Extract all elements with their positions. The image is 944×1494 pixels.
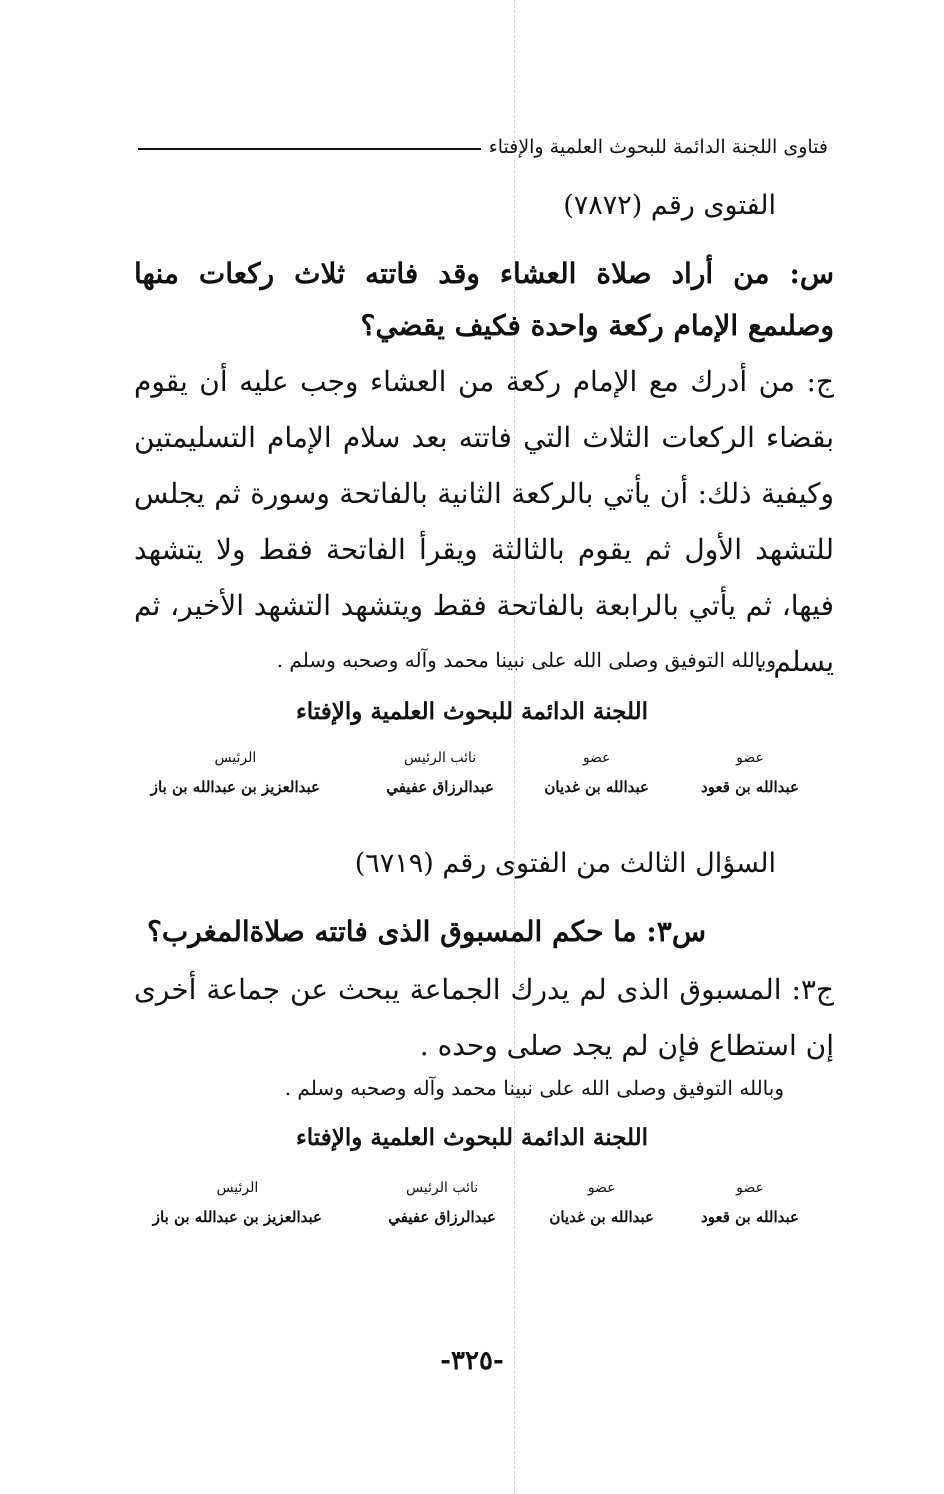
fatwa-1-committee: اللجنة الدائمة للبحوث العلمية والإفتاء: [295, 698, 649, 725]
header-title: فتاوى اللجنة الدائمة للبحوث العلمية والإفتاء: [488, 136, 828, 158]
fatwa-1-closing: وبالله التوفيق وصلى الله على نبينا محمد وآله وصحبه وسلم .: [276, 648, 776, 672]
signatory: [701, 1180, 799, 1226]
fatwa-2-number: السؤال الثالث من الفتوى رقم (٦٧١٩): [354, 848, 776, 879]
signatory: [153, 1180, 322, 1226]
signatory-name: عبدالله بن قعود: [701, 1208, 799, 1226]
signatory: [549, 1180, 654, 1226]
fatwa-2-signatures: [0, 1180, 944, 1240]
fatwa-1-number: الفتوى رقم (٧٨٧٢): [563, 190, 776, 221]
signatory-role: عضو: [582, 750, 611, 766]
page-number: -٣٢٥-: [440, 1346, 504, 1376]
signatory: [388, 1180, 496, 1226]
book-gutter-line: [514, 0, 515, 1494]
signatory-role: عضو: [736, 750, 764, 766]
signatory: [151, 750, 320, 796]
fatwa-2-answer: ج٣: المسبوق الذى لم يدرك الجماعة يبحث عن جماعة أخرى إن استطاع فإن لم يجد صلى وحده .: [134, 973, 834, 1062]
header-rule: [138, 148, 481, 150]
fatwa-1-question: س: من أراد صلاة العشاء وقد فاتته ثلاث ركعات منها وصلىمع الإمام ركعة واحدة فكيف يقضي؟: [134, 257, 834, 342]
fatwa-1-signatures: [0, 750, 944, 810]
fatwa-1-answer: ج: من أدرك مع الإمام ركعة من العشاء وجب عليه أن يقوم بقضاء الركعات الثلاث التي فاتته بعد سلام الإمام التسليمتين وكيفية ذلك: أن يأتي بالركعة الثانية بالفاتحة وسورة ثم يجلس للتشهد الأول ثم يقوم بالثالثة ويقرأ الفاتحة فقط ولا يتشهد فيها، ثم يأتي بالرابعة بالفاتحة فقط ويتشهد التشهد الأخير، ثم يسلم .: [134, 365, 834, 678]
fatwa-2-question: س٣: ما حكم المسبوق الذى فاتته صلاةالمغرب؟: [146, 915, 706, 948]
signatory: [544, 750, 649, 796]
signatory-name: عبدالله بن غديان: [544, 778, 649, 796]
signatory-name: عبدالعزيز بن عبدالله بن باز: [150, 778, 320, 796]
signatory: [701, 750, 799, 796]
fatwa-2-committee: اللجنة الدائمة للبحوث العلمية والإفتاء: [295, 1124, 649, 1151]
signatory-role: نائب الرئيس: [406, 1180, 479, 1196]
signatory-role: الرئيس: [216, 1180, 259, 1196]
signatory-name: عبدالرزاق عفيفي: [388, 1208, 496, 1226]
signatory-role: نائب الرئيس: [404, 750, 477, 766]
fatwa-2-closing: وبالله التوفيق وصلى الله على نبينا محمد وآله وصحبه وسلم .: [284, 1076, 784, 1100]
signatory-role: الرئيس: [214, 750, 257, 766]
signatory-name: عبدالرزاق عفيفي: [386, 778, 494, 796]
signatory-role: عضو: [587, 1180, 616, 1196]
signatory: [386, 750, 494, 796]
signatory-name: عبدالله بن قعود: [701, 778, 799, 796]
running-header: [138, 124, 828, 158]
signatory-role: عضو: [736, 1180, 764, 1196]
signatory-name: عبدالله بن غديان: [549, 1208, 654, 1226]
signatory-name: عبدالعزيز بن عبدالله بن باز: [152, 1208, 322, 1226]
